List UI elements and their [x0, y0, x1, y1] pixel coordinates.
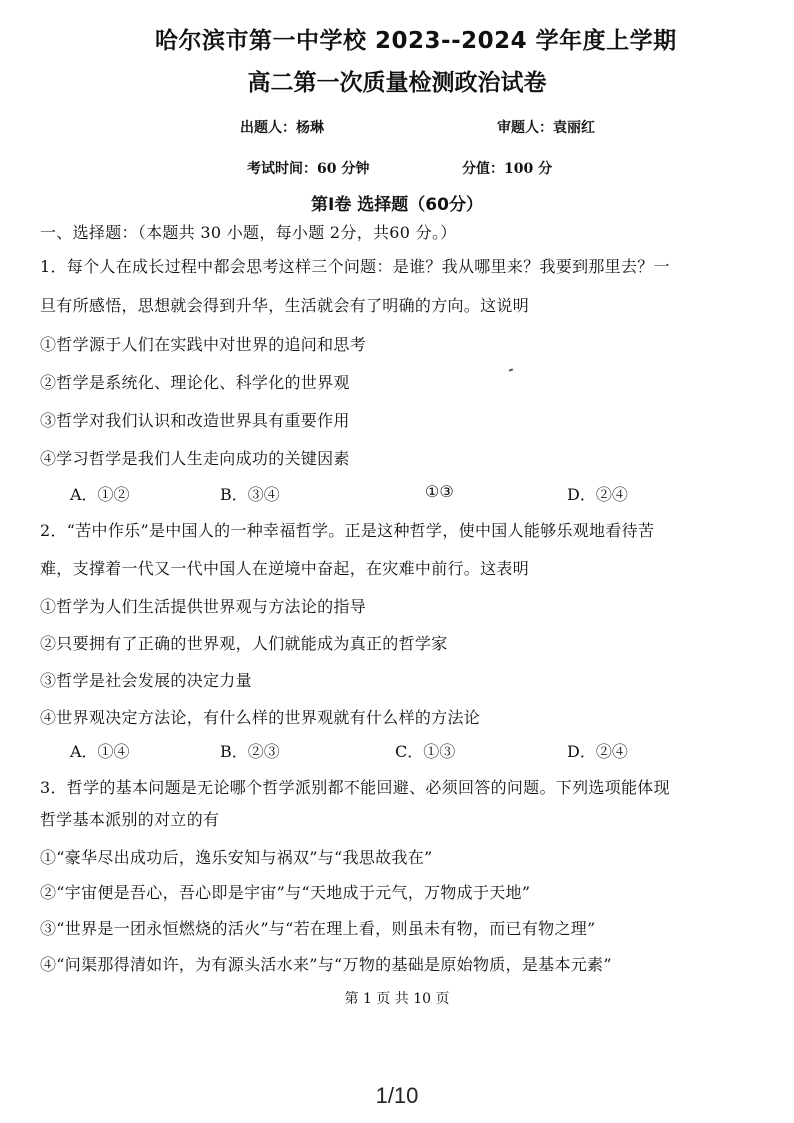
question-1-option-b: B．③④ — [220, 485, 280, 504]
question-2-stem-line-2: 难，支撑着一代又一代中国人在逆境中奋起，在灾难中前行。这表明 — [40, 559, 530, 578]
question-2-item-2: ②只要拥有了正确的世界观，人们就能成为真正的哲学家 — [40, 634, 448, 653]
question-2-item-1: ①哲学为人们生活提供世界观与方法论的指导 — [40, 597, 367, 616]
question-1-option-a: A．①② — [70, 485, 130, 504]
scan-artifact — [509, 368, 513, 371]
reviewer-label: 审题人：袁丽红 — [497, 120, 595, 136]
question-1-item-4: ④学习哲学是我们人生走向成功的关键因素 — [40, 449, 350, 468]
exam-time-label: 考试时间：60 分钟 — [247, 161, 370, 177]
question-2-option-c: C．①③ — [395, 742, 456, 761]
question-3-stem-line-2: 哲学基本派别的对立的有 — [40, 810, 220, 829]
section-title: 第Ⅰ卷 选择题（60分） — [311, 195, 483, 215]
question-1-item-2: ②哲学是系统化、理论化、科学化的世界观 — [40, 373, 350, 392]
question-1-stem-line-1: 1．每个人在成长过程中都会思考这样三个问题：是谁？我从哪里来？我要到那里去？一 — [40, 257, 670, 276]
question-1-stem-line-2: 旦有所感悟，思想就会得到升华，生活就会有了明确的方向。这说明 — [40, 296, 530, 315]
exam-title-line1: 哈尔滨市第一中学校 2023--2024 学年度上学期 — [155, 28, 677, 54]
exam-title-line2: 高二第一次质量检测政治试卷 — [247, 70, 547, 96]
question-3-item-4: ④“问渠那得清如许，为有源头活水来”与“万物的基础是原始物质，是基本元素” — [40, 955, 612, 974]
question-1-option-c: ①③ — [425, 482, 454, 501]
question-2-stem-line-1: 2．“苦中作乐”是中国人的一种幸福哲学。正是这种哲学，使中国人能够乐观地看待苦 — [40, 521, 655, 540]
question-3-item-3: ③“世界是一团永恒燃烧的活火”与“若在理上看，则虽未有物，而已有物之理” — [40, 919, 596, 938]
question-2-item-3: ③哲学是社会发展的决定力量 — [40, 671, 252, 690]
question-3-item-1: ①“豪华尽出成功后，逸乐安知与祸双”与“我思故我在” — [40, 848, 433, 867]
page-footer: 第 1 页 共 10 页 — [344, 991, 450, 1007]
question-1-option-d: D．②④ — [567, 485, 628, 504]
section-instructions: 一、选择题：（本题共 30 小题，每小题 2分，共60 分。） — [40, 223, 457, 242]
question-2-item-4: ④世界观决定方法论，有什么样的世界观就有什么样的方法论 — [40, 708, 481, 727]
question-2-option-a: A．①④ — [70, 742, 130, 761]
question-2-option-b: B．②③ — [220, 742, 280, 761]
question-3-stem-line-1: 3．哲学的基本问题是无论哪个哲学派别都不能回避、必须回答的问题。下列选项能体现 — [40, 778, 670, 797]
score-label: 分值：100 分 — [462, 161, 553, 177]
question-1-item-1: ①哲学源于人们在实践中对世界的追问和思考 — [40, 335, 367, 354]
question-3-item-2: ②“宇宙便是吾心，吾心即是宇宙”与“天地成于元气，万物成于天地” — [40, 883, 531, 902]
author-label: 出题人：杨琳 — [240, 120, 324, 136]
question-1-item-3: ③哲学对我们认识和改造世界具有重要作用 — [40, 411, 350, 430]
page-counter: 1/10 — [375, 1083, 419, 1108]
question-2-option-d: D．②④ — [567, 742, 628, 761]
